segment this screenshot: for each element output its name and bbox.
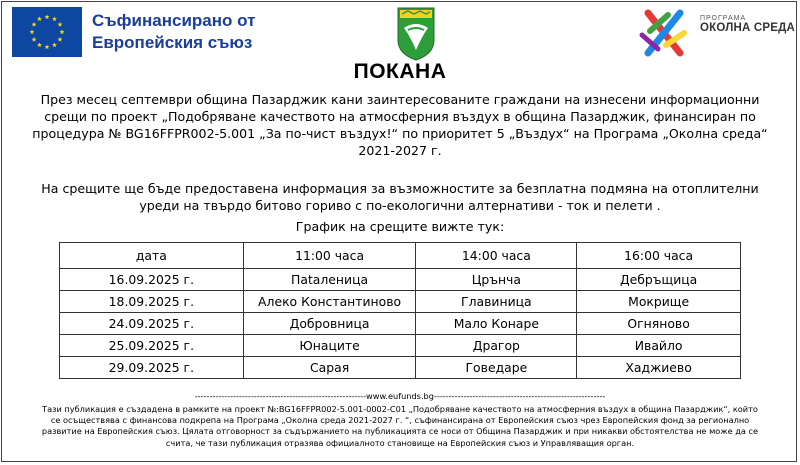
eu-star-icon bbox=[52, 42, 57, 47]
header-cell: 11:00 часа bbox=[243, 243, 416, 269]
eu-text-line2: Европейския съюз bbox=[92, 33, 253, 52]
date-cell: 18.09.2025 г. bbox=[60, 291, 244, 313]
invitation-paragraph bbox=[20, 91, 780, 159]
eu-text-line1: Съфинансирано от bbox=[92, 11, 256, 30]
schedule-table bbox=[59, 242, 741, 379]
table-cell: Ивайло bbox=[577, 335, 741, 357]
program-label-big: ОКОЛНА СРЕДА bbox=[700, 22, 796, 34]
eu-star-icon bbox=[45, 14, 50, 19]
table-cell: Добровница bbox=[243, 313, 416, 335]
table-cell: Драгор bbox=[416, 335, 577, 357]
eu-star-icon bbox=[30, 29, 35, 34]
schedule-title: График на срещите вижте тук: bbox=[295, 219, 505, 234]
table-cell: Пataленица bbox=[243, 269, 416, 291]
table-cell: Алеко Константиново bbox=[243, 291, 416, 313]
eu-star-icon bbox=[45, 44, 50, 49]
table-row bbox=[60, 269, 741, 291]
eu-star-icon bbox=[32, 37, 37, 42]
info-paragraph bbox=[20, 180, 780, 214]
paragraph-line: процедура № BG16FFPR002-5.001 „За по-чист въздух!“ по приоритет 5 „Въздух“ на Програма „Околна среда“ bbox=[32, 126, 768, 141]
page-title: ПОКАНА bbox=[353, 60, 447, 83]
eu-star-icon bbox=[58, 37, 63, 42]
eu-flag-icon bbox=[12, 7, 82, 57]
eu-star-icon bbox=[52, 16, 57, 21]
header-cell: дата bbox=[60, 243, 244, 269]
header-cell: 14:00 часа bbox=[416, 243, 577, 269]
date-cell: 16.09.2025 г. bbox=[60, 269, 244, 291]
program-label-small: ПРОГРАМА bbox=[700, 15, 747, 22]
footer-line: развитие на Европейския съюз. Цялата отговорност за съдържанието на публикацията се носи от Община Пазарджик и при никакви обстоятелства не може да се bbox=[41, 426, 759, 437]
paragraph-line: срещи по проект „Подобряване качеството на атмосферния въздух в община Пазарджик, финансиран по bbox=[44, 109, 756, 124]
footer-line: счита, че тази публикация отразява официалното становище на Европейския съюз и Управляващия орган. bbox=[165, 437, 635, 448]
table-row bbox=[60, 313, 741, 335]
table-cell: Говедаре bbox=[416, 357, 577, 379]
pazardzhik-crest-icon bbox=[396, 6, 436, 61]
footer-disclaimer bbox=[8, 404, 792, 449]
table-cell: Мокрище bbox=[577, 291, 741, 313]
eu-star-icon bbox=[58, 22, 63, 27]
paragraph-line: 2021-2027 г. bbox=[358, 143, 442, 158]
table-cell: Юнаците bbox=[243, 335, 416, 357]
date-cell: 25.09.2025 г. bbox=[60, 335, 244, 357]
eu-star-icon bbox=[60, 29, 65, 34]
date-cell: 29.09.2025 г. bbox=[60, 357, 244, 379]
table-cell: Дебръщица bbox=[577, 269, 741, 291]
paragraph-line: През месец септември община Пазарджик кани заинтересованите граждани на изнесени информационни bbox=[40, 92, 760, 107]
table-cell: Хаджиево bbox=[577, 357, 741, 379]
table-row bbox=[60, 357, 741, 379]
table-cell: Главиница bbox=[416, 291, 577, 313]
header-cell: 16:00 часа bbox=[577, 243, 741, 269]
footer-line: се осъществява с финансова подкрепа на Програма „Околна среда 2021-2027 г. “, съфинансирана от Европейския съюз чрез Европейския фонд за регионално bbox=[50, 415, 750, 426]
table-row bbox=[60, 335, 741, 357]
eu-star-icon bbox=[37, 42, 42, 47]
eu-star-icon bbox=[32, 22, 37, 27]
footer-url-line: ----------------------------------------------------------www.eufunds.bg---------------------------------------------------------- bbox=[194, 391, 606, 401]
paragraph-line: уреди на твърдо битово гориво с по-екологични алтернативи - ток и пелети . bbox=[139, 198, 661, 213]
table-row bbox=[60, 291, 741, 313]
date-cell: 24.09.2025 г. bbox=[60, 313, 244, 335]
table-cell: Црънча bbox=[416, 269, 577, 291]
eu-cofunded-logo bbox=[12, 7, 255, 57]
table-cell: Огняново bbox=[577, 313, 741, 335]
table-cell: Сарая bbox=[243, 357, 416, 379]
eu-star-icon bbox=[37, 16, 42, 21]
footer-line: Тази публикация е създадена в рамките на проект №:BG16FFPR002-5.001-0002-C01 „Подобряване качеството на атмосферния въздух в община Пазарджик“, който bbox=[42, 404, 758, 414]
table-cell: Мало Конаре bbox=[416, 313, 577, 335]
table-header-row bbox=[60, 243, 741, 269]
paragraph-line: На срещите ще бъде предоставена информация за възможностите за безплатна подмяна на отоплителни bbox=[41, 181, 759, 196]
